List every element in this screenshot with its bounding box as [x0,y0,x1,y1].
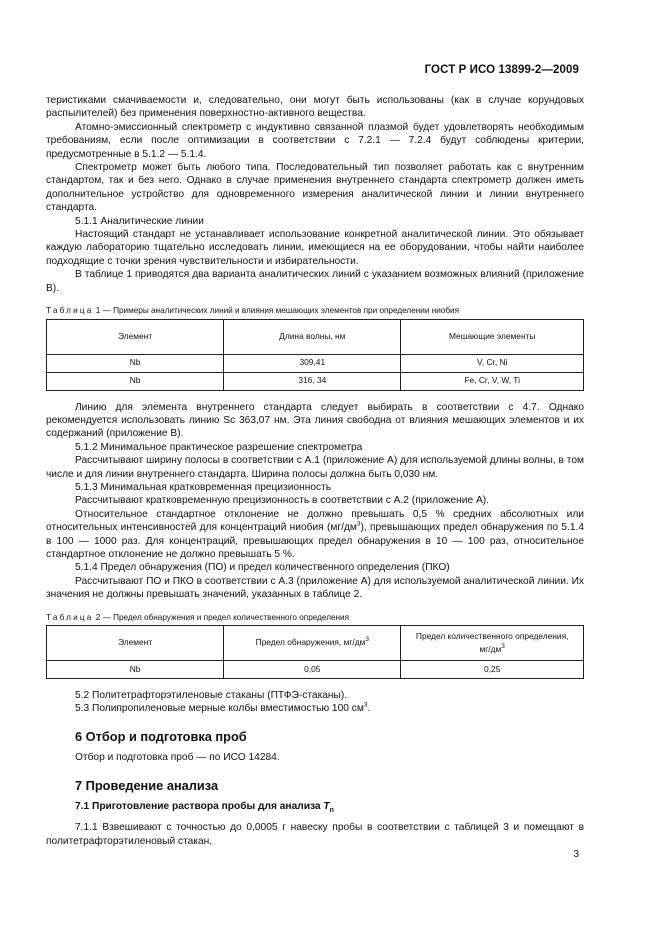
table-2-header-row [47,626,584,661]
section-5-1-3-paragraph-2: Относительное стандартное отклонение не должно превышать 0,5 % средних абсолютных или относительных интенсивностей для концентраций ниобия $(мг/дм^3)$, превышающих предел обнаружения по 5.1.4 в 100 — 1000 раз. Для концентраций, превышающих предел обнаружения в 10 — 100 раз, относительное стандартное отклонение не должно превышать 5 %. [46,508,584,560]
table-1-header-wavelength: Длина волны, нм [224,319,401,354]
table-1-caption [46,304,584,317]
section-6-heading: 6 Отбор и подготовка проб [75,728,247,744]
intro-paragraph-1: теристиками смачиваемости и, следовательно, они могут быть использованы (как в случае корундовых распылителей) без применения поверхностно-активного вещества. [46,95,584,120]
table-2-caption-text: 2 — Предел обнаружения и предел количественного определения [93,612,350,622]
table-cell: Fe, Cr, V, W, Ti [401,372,584,390]
item-5-2: 5.2 Политетрафторэтиленовые стаканы (ПТФЭ-стаканы). [75,690,348,701]
table-1-header-element: Элемент [47,319,224,354]
table-cell: 0,25 [401,661,584,679]
table-cell: Nb [47,661,224,679]
section-5-1-3-paragraph-1: Рассчитывают кратковременную прецизионность в соответствии с А.2 (приложение А). [75,495,489,507]
section-5-1-4-title: 5.1.4 Предел обнаружения (ПО) и предел количественного определения (ПКО) [75,562,450,574]
section-6-paragraph: Отбор и подготовка проб — по ИСО 14284. [75,752,280,764]
table-2-header-quantification-limit: Предел количественного определения, $мг/дм^3$ [401,626,584,661]
section-7-1-heading: 7.1 Приготовление раствора пробы для анализа $T_n$ [75,801,334,815]
table-2-caption [46,611,584,624]
page-number: 3 [573,849,579,860]
table-2-caption-word: Таблица [46,612,94,622]
table-1-header-interfering: Мешающие элементы [401,319,584,354]
intro-paragraph-2: Атомно-эмиссионный спектрометр с индуктивно связанной плазмой будет удовлетворять необходимым требованиям, если после оптимизации в соответствии с 7.2.1 — 7.2.4 будут соблюдены критерии, предусмотренные в 5.1.2 — 5.1.4. [46,121,584,160]
table-cell: Nb [47,354,224,372]
table-2 [46,625,584,679]
section-5-1-1-paragraph-1: Настоящий стандарт не устанавливает использование конкретной аналитической линии. Это обязывает каждую лабораторию тщательно исследовать линии, имеющиеся на ее оборудовании, чтобы найти наиболее подходящие с точки зрения чувствительности и избирательности. [46,229,584,267]
table-cell: Nb [47,372,224,390]
section-5-1-1-paragraph-2: В таблице 1 приводятся два варианта аналитических линий с указанием возможных влияний (приложение В). [46,269,584,294]
table-2-header-detection-limit: Предел обнаружения, $мг/дм^3$ [224,626,401,661]
internal-standard-paragraph: Линию для элемента внутреннего стандарта следует выбирать в соответствии с 4.7. Однако рекомендуется использовать линию Sc 363,07 нм. Эта линия свободна от влияния мешающих элементов и их содержаний (приложение В). [46,401,584,440]
table-row [47,372,584,390]
section-7-1-1-paragraph: 7.1.1 Взвешивают с точностью до 0,0005 г навеску пробы в соответствии с таблицей 3 и помещают в политетрафторэтиленовый стакан. [46,822,584,847]
intro-paragraph-3: Спектрометр может быть любого типа. Последовательный тип позволяет работать как с внутренним стандартом, так и без него. Однако в случае применения внутреннего стандарта спектрометр должен иметь дополнительное устройство для одновременного измерения аналитической линии и линии внутреннего стандарта. [46,162,584,214]
table-row [47,661,584,679]
section-5-1-1-title: 5.1.1 Аналитические линии [75,215,204,227]
table-1-caption-text: 1 — Примеры аналитических линий и влияния мешающих элементов при определении ниобия [93,306,460,316]
table-cell: 316, 34 [224,372,401,390]
table-1-header-row [47,319,584,354]
table-cell: 309,41 [224,354,401,372]
item-5-3: 5.3 Полипропиленовые мерные колбы вместимостью 100 $см^3$. [75,702,371,715]
section-5-1-3-title: 5.1.3 Минимальная кратковременная прецизионность [75,481,332,493]
document-body [46,94,584,848]
table-1 [46,319,584,391]
section-5-1-2-paragraph: Рассчитывают ширину полосы в соответствии с А.1 (приложение А) для используемой длины волны, в том числе и для линии внутреннего стандарта. Ширина полосы должна быть 0,030 нм. [46,455,584,480]
table-1-caption-word: Таблица [46,306,94,316]
section-5-1-4-paragraph: Рассчитывают ПО и ПКО в соответствии с А.3 (приложение А) для используемой аналитической линии. Их значения не должны превышать значений, указанных в таблице 2. [46,575,584,601]
table-cell: 0,05 [224,661,401,679]
table-cell: V, Cr, Ni [401,354,584,372]
standard-code-header: ГОСТ Р ИСО 13899-2—2009 [424,64,579,76]
table-2-header-element: Элемент [47,626,224,661]
table-row [47,354,584,372]
section-5-1-2-title: 5.1.2 Минимальное практическое разрешение спектрометра [75,441,363,453]
section-7-heading: 7 Проведение анализа [75,777,219,793]
